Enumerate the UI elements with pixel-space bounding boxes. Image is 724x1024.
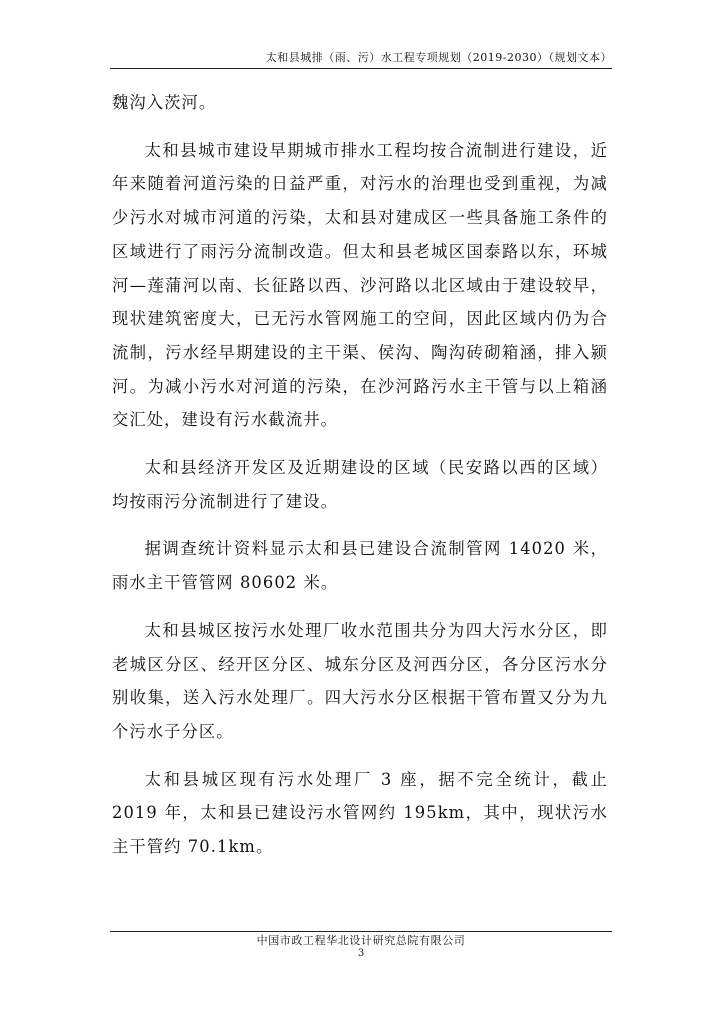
paragraph-sewage-districts: 太和县城区按污水处理厂收水范围共分为四大污水分区，即老城区分区、经开区分区、城东分区及河西分区，各分区污水分别收集，送入污水处理厂。四大污水分区根据干管布置又分为九个污水子分区。 (112, 620, 608, 741)
page-header (110, 50, 612, 69)
paragraph-drainage-history: 太和县城市建设早期城市排水工程均按合流制进行建设，近年来随着河道污染的日益严重，对污水的治理也受到重视，为减少污水对城市河道的污染，太和县对建成区一些具备施工条件的区域进行了雨污分流制改造。但太和县老城区国泰路以东，环城河—莲蒲河以南、长征路以西、沙河路以北区域由于建设较早，现状建筑密度大，已无污水管网施工的空间，因此区域内仍为合流制，污水经早期建设的主干渠、侯沟、陶沟砖砌箱涵，排入颍河。为减小污水对河道的污染，在沙河路污水主干管与以上箱涵交汇处，建设有污水截流井。 (112, 140, 608, 430)
footer-divider (110, 931, 612, 932)
document-body (112, 86, 608, 878)
paragraph-continuation: 魏沟入茨河。 (112, 93, 217, 112)
paragraph-treatment-plants: 太和县城区现有污水处理厂 3 座，据不完全统计，截止 2019 年，太和县已建设污水管网约 195km，其中，现状污水主干管约 70.1km。 (112, 769, 608, 857)
header-title: 太和县城排（雨、污）水工程专项规划（2019-2030）（规划文本） (265, 51, 612, 64)
page-number: 3 (357, 948, 365, 959)
paragraph-pipe-statistics: 据调查统计资料显示太和县已建设合流制管网 14020 米，雨水主干管管网 80602 米。 (112, 539, 608, 593)
paragraph-development-zone: 太和县经济开发区及近期建设的区域（民安路以西的区域）均按雨污分流制进行了建设。 (112, 458, 608, 511)
footer-organization: 中国市政工程华北设计研究总院有限公司 (256, 934, 466, 947)
